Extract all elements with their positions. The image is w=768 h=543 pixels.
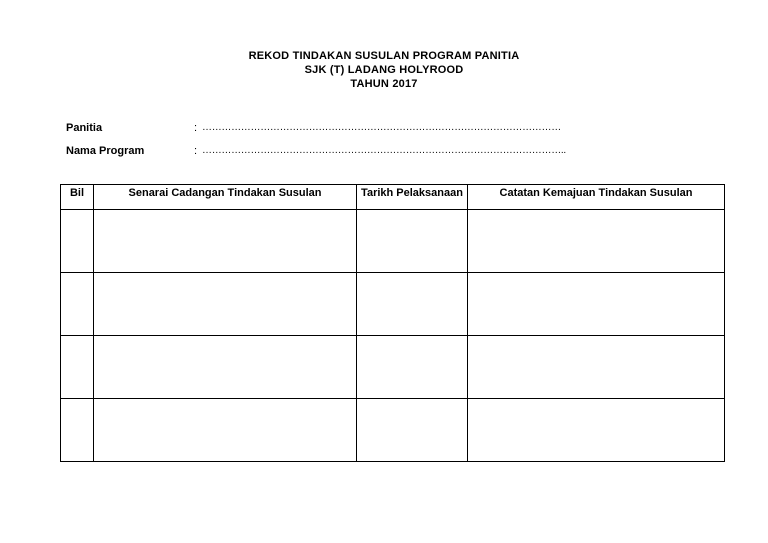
field-row-panitia xyxy=(66,122,586,145)
table-cell-senarai[interactable] xyxy=(94,336,357,399)
table-cell-tarikh[interactable] xyxy=(357,273,468,336)
table-cell-tarikh[interactable] xyxy=(357,399,468,462)
table-cell-bil[interactable] xyxy=(61,399,94,462)
table-cell-senarai[interactable] xyxy=(94,399,357,462)
header-year: TAHUN 2017 xyxy=(350,78,418,90)
table-cell-catatan[interactable] xyxy=(468,336,725,399)
nama-program-label: Nama Program xyxy=(66,145,145,157)
table-cell-senarai[interactable] xyxy=(94,210,357,273)
header-title: REKOD TINDAKAN SUSULAN PROGRAM PANITIA xyxy=(248,50,520,62)
column-header-bil: Bil xyxy=(61,185,94,210)
nama-program-colon: : xyxy=(194,145,198,157)
panitia-label: Panitia xyxy=(66,122,103,134)
table-cell-catatan[interactable] xyxy=(468,210,725,273)
panitia-colon: : xyxy=(194,122,198,134)
column-header-senarai: Senarai Cadangan Tindakan Susulan xyxy=(94,185,357,210)
table-row xyxy=(61,210,725,273)
table-cell-bil[interactable] xyxy=(61,336,94,399)
column-header-catatan: Catatan Kemajuan Tindakan Susulan xyxy=(468,185,725,210)
follow-up-table xyxy=(60,184,725,462)
table-cell-catatan[interactable] xyxy=(468,273,725,336)
document-header xyxy=(0,49,768,91)
table-cell-tarikh[interactable] xyxy=(357,336,468,399)
nama-program-field[interactable]: ………………………………………………………………………………………………….. xyxy=(202,145,566,156)
form-fields xyxy=(66,122,586,168)
header-school: SJK (T) LADANG HOLYROOD xyxy=(304,64,464,76)
panitia-field[interactable]: ………………………………………………………………………………………………… xyxy=(202,122,561,133)
column-header-tarikh: Tarikh Pelaksanaan xyxy=(357,185,468,210)
table-cell-catatan[interactable] xyxy=(468,399,725,462)
table-cell-bil[interactable] xyxy=(61,273,94,336)
table-header-row xyxy=(61,185,725,210)
table-row xyxy=(61,336,725,399)
table-row xyxy=(61,273,725,336)
table-row xyxy=(61,399,725,462)
table-cell-senarai[interactable] xyxy=(94,273,357,336)
field-row-nama-program xyxy=(66,145,586,168)
table-cell-bil[interactable] xyxy=(61,210,94,273)
table-cell-tarikh[interactable] xyxy=(357,210,468,273)
